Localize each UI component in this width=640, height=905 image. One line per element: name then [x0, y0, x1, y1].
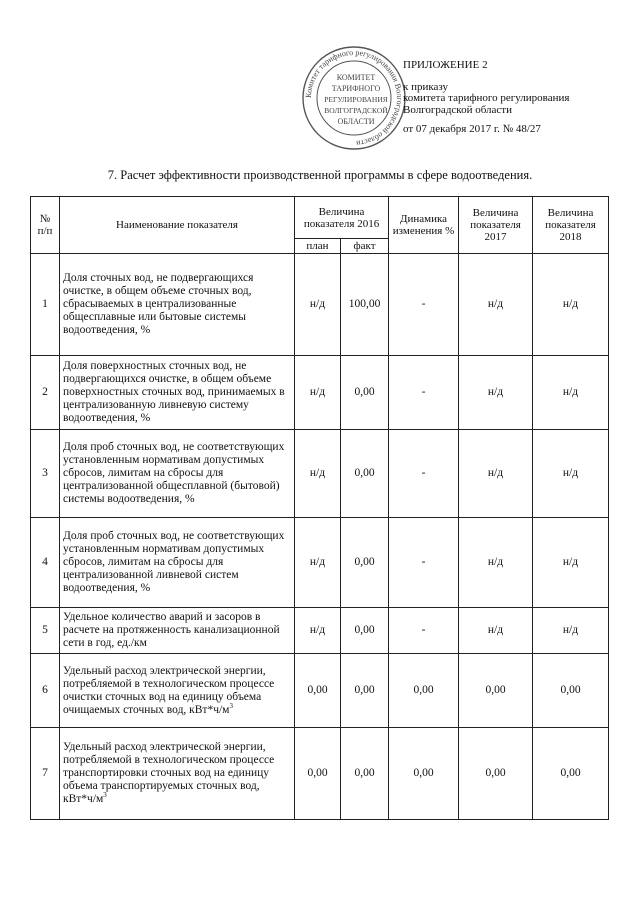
row-num: 6 — [31, 654, 60, 728]
row-dynamics: - — [389, 356, 459, 430]
efficiency-table — [30, 196, 609, 820]
row-num: 5 — [31, 608, 60, 654]
row-plan: н/д — [295, 356, 341, 430]
row-fact: 0,00 — [341, 430, 389, 518]
row-dynamics: - — [389, 608, 459, 654]
row-value-2017: н/д — [459, 430, 533, 518]
row-name-text: Удельное количество аварий и засоров в расчете на протяженность канализационной сети в год, ед./км — [63, 611, 280, 649]
row-value-2017: 0,00 — [459, 654, 533, 728]
header-plan: план — [295, 239, 341, 254]
row-value-2018: н/д — [533, 518, 609, 608]
annex-line-1: к приказу — [403, 80, 449, 93]
seal-line-1: КОМИТЕТ — [336, 73, 376, 82]
row-fact: 0,00 — [341, 356, 389, 430]
row-value-2018: н/д — [533, 608, 609, 654]
row-value-2018: н/д — [533, 254, 609, 356]
row-value-2017: н/д — [459, 356, 533, 430]
row-name — [60, 608, 295, 654]
row-name-text: Доля сточных вод, не подвергающихся очистке, в общем объеме сточных вод, сбрасываемых в централизованные общесплавные или бытовые системы водоотведения, % — [63, 272, 254, 336]
unit-superscript: 3 — [103, 791, 107, 800]
table-row — [31, 608, 609, 654]
row-plan: 0,00 — [295, 654, 341, 728]
table-row — [31, 254, 609, 356]
official-seal — [300, 44, 408, 152]
row-value-2018: н/д — [533, 430, 609, 518]
row-fact: 0,00 — [341, 728, 389, 820]
header-fact: факт — [341, 239, 389, 254]
row-num: 1 — [31, 254, 60, 356]
annex-block — [403, 60, 623, 136]
document-title: 7. Расчет эффективности производственной программы в сфере водоотведения. — [107, 168, 533, 182]
row-name — [60, 728, 295, 820]
row-name-text: Доля поверхностных сточных вод, не подвергающихся очистке, в общем объеме поверхностных сточных вод, принимаемых в централизованную ливневую систему водоотведения, % — [63, 360, 285, 424]
row-fact: 0,00 — [341, 654, 389, 728]
row-name — [60, 654, 295, 728]
seal-line-2: ТАРИФНОГО — [331, 84, 381, 93]
row-dynamics: - — [389, 518, 459, 608]
table-row — [31, 518, 609, 608]
table-row — [31, 654, 609, 728]
row-name — [60, 254, 295, 356]
seal-line-4: ВОЛГОГРАДСКОЙ — [324, 106, 388, 115]
seal-ring-text: Комитет тарифного регулирования Волгоградской области — [303, 47, 405, 148]
table-row — [31, 356, 609, 430]
row-value-2018: н/д — [533, 356, 609, 430]
header-name: Наименование показателя — [60, 197, 295, 254]
table-row — [31, 728, 609, 820]
row-value-2017: 0,00 — [459, 728, 533, 820]
row-fact: 100,00 — [341, 254, 389, 356]
row-dynamics: 0,00 — [389, 728, 459, 820]
row-name-text: Удельный расход электрической энергии, потребляемой в технологическом процессе транспортировки сточных вод на единицу объема транспортируемых сточных вод, кВт*ч/м — [63, 741, 275, 805]
row-value-2017: н/д — [459, 254, 533, 356]
row-num: 7 — [31, 728, 60, 820]
row-name — [60, 356, 295, 430]
row-value-2018: 0,00 — [533, 654, 609, 728]
row-dynamics: - — [389, 254, 459, 356]
row-plan: н/д — [295, 254, 341, 356]
row-num: 2 — [31, 356, 60, 430]
row-value-2018: 0,00 — [533, 728, 609, 820]
row-fact: 0,00 — [341, 608, 389, 654]
annex-title: ПРИЛОЖЕНИЕ 2 — [403, 59, 488, 71]
row-num: 4 — [31, 518, 60, 608]
annex-line-2: комитета тарифного регулирования — [403, 92, 570, 104]
row-dynamics: - — [389, 430, 459, 518]
row-value-2017: н/д — [459, 608, 533, 654]
row-name-text: Доля проб сточных вод, не соответствующих установленным нормативам допустимых сбросов, лимитам на сбросы для централизованной ливневой систем водоотведения, % — [63, 530, 285, 594]
seal-line-5: ОБЛАСТИ — [337, 117, 375, 126]
row-plan: н/д — [295, 608, 341, 654]
row-fact: 0,00 — [341, 518, 389, 608]
row-name-text: Доля проб сточных вод, не соответствующих установленным нормативам допустимых сбросов, лимитам на сбросы для централизованной общесплавной (бытовой) системы водоотведения, % — [63, 441, 285, 505]
annex-line-3: Волгоградской области — [403, 103, 512, 116]
row-dynamics: 0,00 — [389, 654, 459, 728]
header-value-2017: Величина показателя 2017 — [459, 197, 533, 254]
header-dynamics: Динамика изменения % — [389, 197, 459, 254]
row-value-2017: н/д — [459, 518, 533, 608]
row-num: 3 — [31, 430, 60, 518]
seal-icon — [300, 44, 408, 152]
header-value-2016: Величина показателя 2016 — [295, 197, 389, 239]
table-row — [31, 430, 609, 518]
unit-superscript: 3 — [229, 701, 233, 710]
row-name — [60, 430, 295, 518]
row-plan: н/д — [295, 430, 341, 518]
row-name-text: Удельный расход электрической энергии, потребляемой в технологическом процессе очистки сточных вод на единицу объема очищаемых сточных вод, кВт*ч/м — [63, 664, 275, 716]
row-plan: 0,00 — [295, 728, 341, 820]
header-num: № п/п — [31, 197, 60, 254]
seal-line-3: РЕГУЛИРОВАНИЯ — [324, 95, 388, 104]
header-value-2018: Величина показателя 2018 — [533, 197, 609, 254]
annex-date: от 07 декабря 2017 г. № 48/27 — [403, 123, 541, 135]
row-name — [60, 518, 295, 608]
row-plan: н/д — [295, 518, 341, 608]
